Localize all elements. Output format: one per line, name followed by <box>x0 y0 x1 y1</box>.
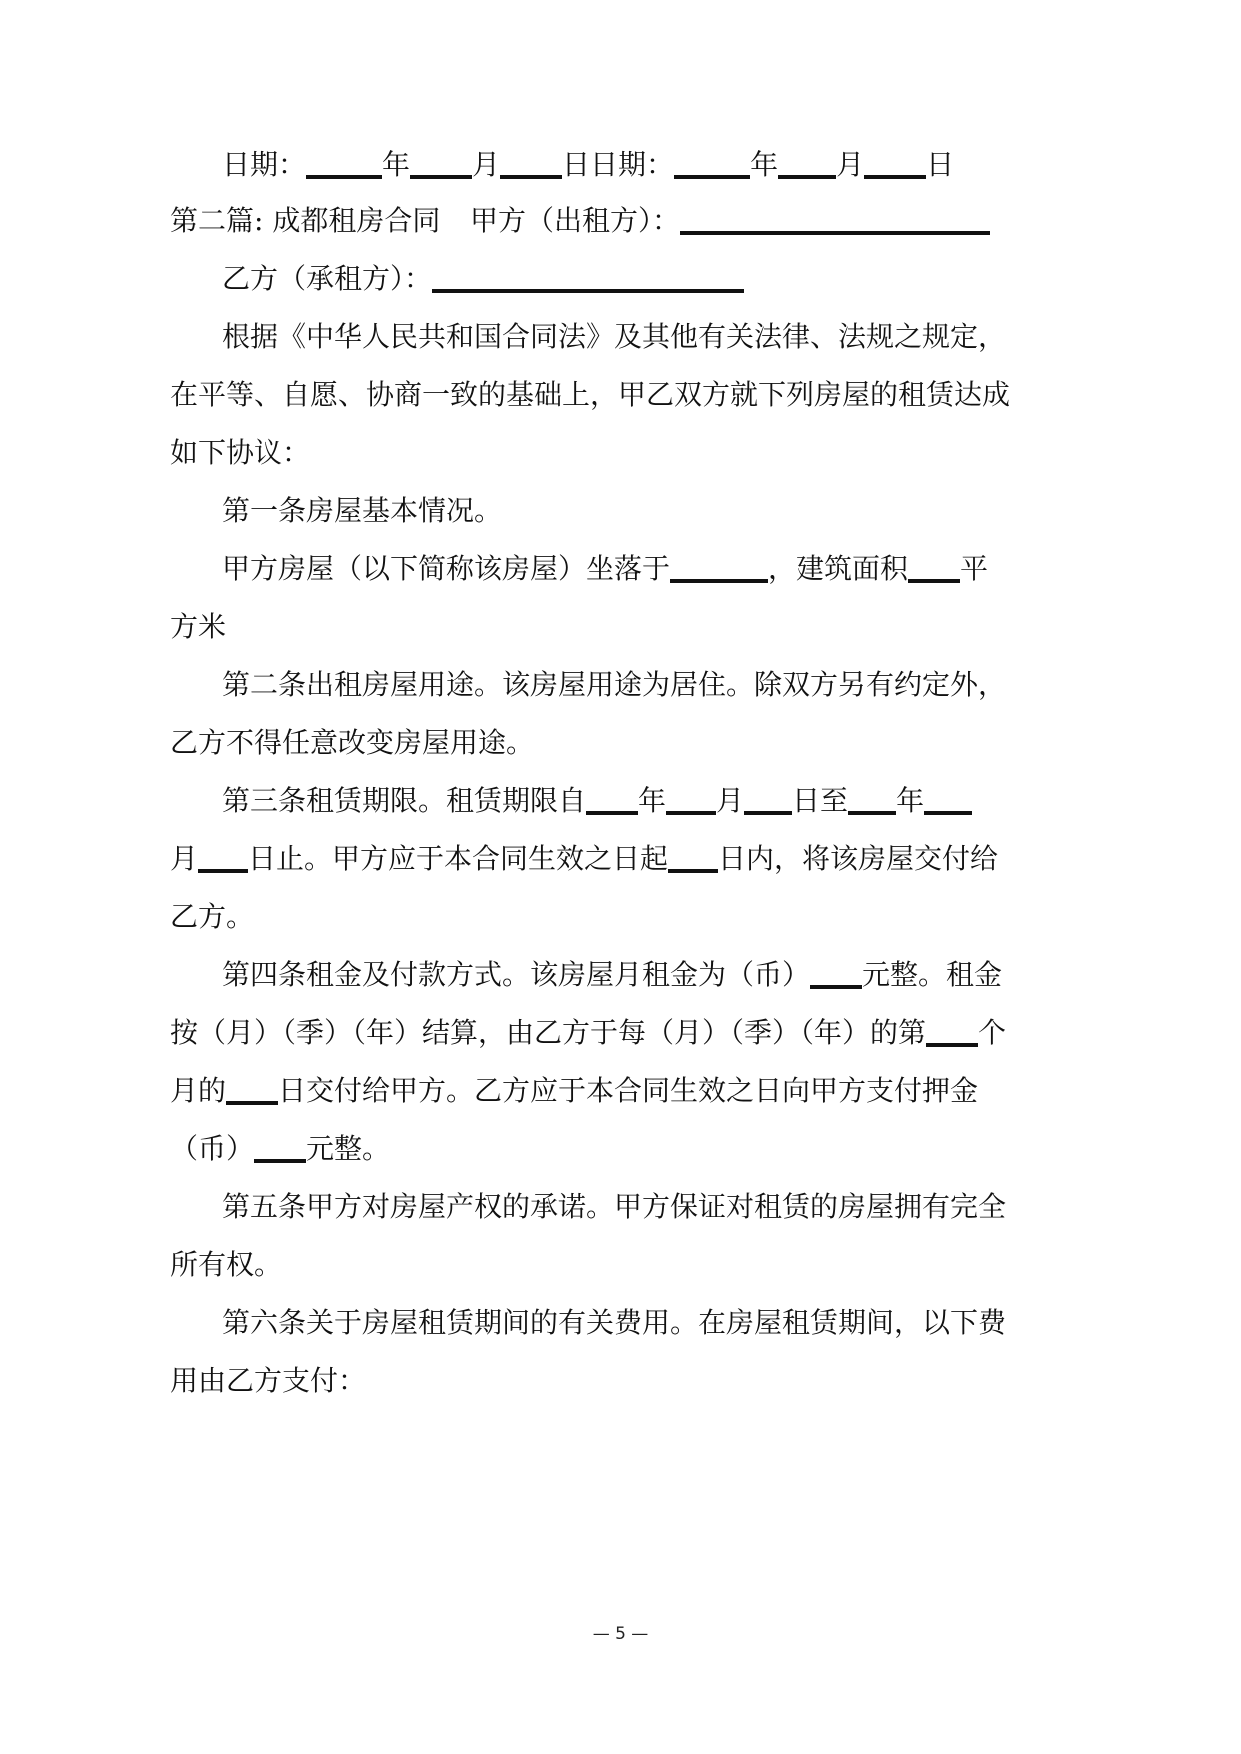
area-label: ，建筑面积 <box>768 552 909 585</box>
article-4-text: 元整。租金 <box>862 958 1003 991</box>
year-label: 年 <box>638 784 667 817</box>
day-label: 日 <box>926 148 955 181</box>
article-4-text: 日交付给甲方。乙方应于本合同生效之日向甲方支付押金 <box>278 1074 979 1107</box>
month-label: 月 <box>170 842 199 875</box>
page-number: — 5 — <box>592 1624 649 1644</box>
article-6-line-1: 第六条关于房屋租赁期间的有关费用。在房屋租赁期间，以下费 <box>222 1306 1007 1339</box>
day-blank <box>864 175 926 179</box>
article-1-text: 甲方房屋（以下简称该房屋）坐落于 <box>222 552 671 585</box>
party-b-label: 乙方（承租方）： <box>222 262 433 295</box>
article-4-text: 月的 <box>170 1074 227 1107</box>
month-label: 月 <box>716 784 745 817</box>
article-4-line-2 <box>170 1013 1006 1053</box>
article-1-line-1 <box>222 549 988 589</box>
article-5-line-1: 第五条甲方对房屋产权的承诺。甲方保证对租赁的房屋拥有完全 <box>222 1190 1007 1223</box>
year-blank <box>674 175 750 179</box>
intro-line-2: 在平等、自愿、协商一致的基础上，甲乙双方就下列房屋的租赁达成 <box>170 378 1011 411</box>
party-b-blank <box>432 289 744 293</box>
end-year-blank <box>848 811 896 815</box>
month-blank <box>410 175 472 179</box>
start-day-blank <box>744 811 792 815</box>
day-to-label: 日至 <box>792 784 849 817</box>
article-4-line-4 <box>170 1129 390 1169</box>
start-month-blank <box>666 811 716 815</box>
month-label: 月 <box>472 148 501 181</box>
article-3-line-1 <box>222 781 972 821</box>
article-4-text: 按（月）（季）（年）结算，由乙方于每（月）（季）（年）的第 <box>170 1016 927 1049</box>
party-a-label: 甲方（出租方）： <box>470 204 681 237</box>
intro-line-3: 如下协议： <box>170 436 311 469</box>
day-blank <box>500 175 562 179</box>
party-b-line <box>222 259 744 299</box>
article-4-text: 第四条租金及付款方式。该房屋月租金为（币） <box>222 958 811 991</box>
article-3-line-2 <box>170 839 998 879</box>
date-label: 日期： <box>222 148 307 181</box>
end-day-blank <box>198 869 248 873</box>
article-4-text: 个 <box>978 1016 1007 1049</box>
rent-blank <box>810 985 862 989</box>
payment-day-blank <box>226 1101 278 1105</box>
article-2-line-2: 乙方不得任意改变房屋用途。 <box>170 726 535 759</box>
chapter-heading: 第二篇: 成都租房合同 <box>170 204 441 237</box>
article-4-text: （币） <box>170 1132 255 1165</box>
party-a-blank <box>680 231 990 235</box>
payment-period-blank <box>926 1043 978 1047</box>
article-3-line-3: 乙方。 <box>170 900 255 933</box>
area-unit-start: 平 <box>960 552 989 585</box>
article-1-line-2: 方米 <box>170 610 227 643</box>
article-2-line-1: 第二条出租房屋用途。该房屋用途为居住。除双方另有约定外， <box>222 668 1007 701</box>
area-blank <box>908 579 960 583</box>
start-year-blank <box>586 811 638 815</box>
year-blank <box>306 175 382 179</box>
date-line <box>222 145 954 185</box>
year-label: 年 <box>382 148 411 181</box>
article-4-text: 元整。 <box>306 1132 391 1165</box>
deposit-blank <box>254 1159 306 1163</box>
article-3-text: 日止。甲方应于本合同生效之日起 <box>248 842 669 875</box>
article-1-title: 第一条房屋基本情况。 <box>222 494 503 527</box>
year-label: 年 <box>750 148 779 181</box>
handover-days-blank <box>668 869 718 873</box>
article-3-text: 日内，将该房屋交付给 <box>718 842 999 875</box>
article-3-text: 第三条租赁期限。租赁期限自 <box>222 784 587 817</box>
month-blank <box>778 175 836 179</box>
end-year-blank-tail <box>924 811 972 815</box>
article-4-line-1 <box>222 955 1002 995</box>
month-label: 月 <box>836 148 865 181</box>
location-blank <box>670 579 768 583</box>
year-label: 年 <box>896 784 925 817</box>
intro-line-1: 根据《中华人民共和国合同法》及其他有关法律、法规之规定， <box>222 320 1007 353</box>
article-5-line-2: 所有权。 <box>170 1248 283 1281</box>
article-4-line-3 <box>170 1071 978 1111</box>
party-a-line <box>470 201 990 241</box>
day-date-label: 日日期： <box>562 148 675 181</box>
article-6-line-2: 用由乙方支付： <box>170 1364 367 1397</box>
